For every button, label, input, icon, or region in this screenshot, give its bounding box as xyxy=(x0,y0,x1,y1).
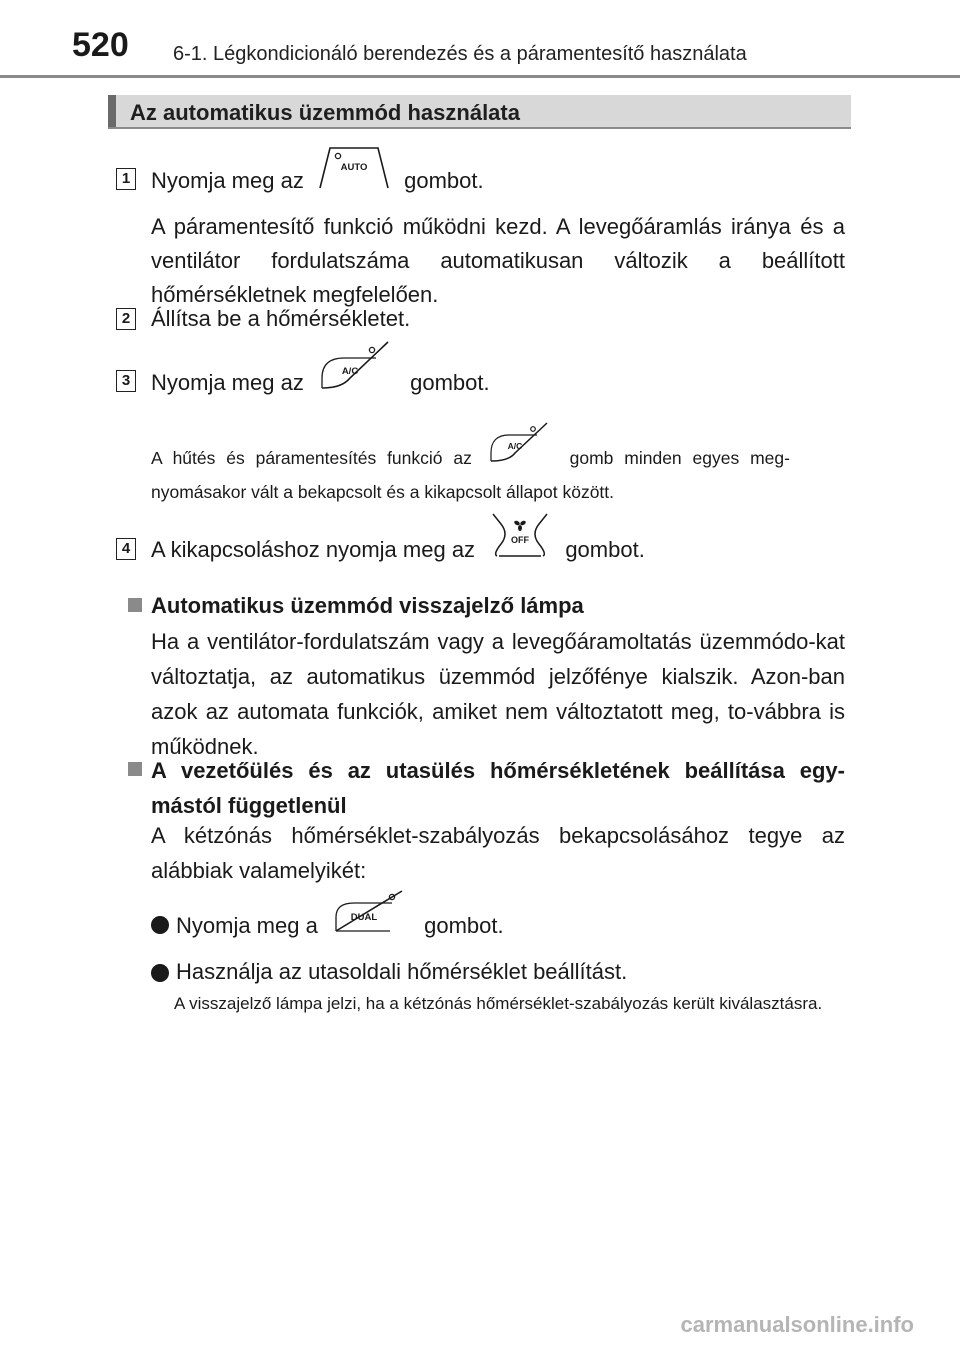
note-1-heading: Automatikus üzemmód visszajelző lámpa xyxy=(151,593,584,618)
step-4-suffix: gombot. xyxy=(565,536,645,562)
ac-button-label: A/C xyxy=(507,440,523,451)
step-1-suffix: gombot. xyxy=(404,167,484,193)
step-number-2: 2 xyxy=(116,308,136,330)
step-3-note-suffix: gomb minden egyes meg- xyxy=(569,448,790,468)
note-1-text: Ha a ventilátor-fordulatszám vagy a levegőáramoltatás üzemmódo-kat változtatja, az automatikus üzemmód jelzőfénye kialszik. Azon-ban azok az automata funkciók, amiket nem változtatott meg, to-vábbra is működnek. xyxy=(151,629,845,759)
step-3-prefix: Nyomja meg az xyxy=(151,369,304,395)
step-number-1: 1 xyxy=(116,168,136,190)
bullet-1-suffix: gombot. xyxy=(424,912,504,938)
note-2-text: A kétzónás hőmérséklet-szabályozás bekapcsolásához tegye az alábbiak valamelyikét: xyxy=(151,823,845,883)
ac-button-label: A/C xyxy=(341,366,359,377)
ac-button-icon xyxy=(316,338,398,400)
step-3-note-line-1 xyxy=(151,442,845,476)
header-divider xyxy=(0,75,960,78)
step-4-line xyxy=(151,536,645,566)
step-3-note-line-2: nyomásakor vált a bekapcsolt és a kikapcsolt állapot között. xyxy=(151,482,615,502)
step-1-prefix: Nyomja meg az xyxy=(151,167,304,193)
off-button-label: OFF xyxy=(511,535,530,545)
round-bullet-icon xyxy=(151,964,169,982)
bullet-1-line xyxy=(176,911,504,943)
step-1-line xyxy=(151,162,484,198)
round-bullet-icon xyxy=(151,916,169,934)
step-number-3: 3 xyxy=(116,370,136,392)
section-banner-accent xyxy=(108,95,116,127)
step-4-prefix: A kikapcsoláshoz nyomja meg az xyxy=(151,536,476,562)
ac-button-icon xyxy=(487,419,555,476)
step-3-line xyxy=(151,368,490,400)
square-bullet-icon xyxy=(128,762,142,776)
watermark: carmanualsonline.info xyxy=(680,1312,914,1337)
chapter-title: 6-1. Légkondicionáló berendezés és a páramentesítő használata xyxy=(173,43,747,65)
section-banner xyxy=(108,95,851,129)
bullet-1-prefix: Nyomja meg a xyxy=(176,912,318,938)
note-2-heading: A vezetőülés és az utasülés hőmérsékletének beállítása egy-mástól függetlenül xyxy=(151,758,845,818)
auto-button-icon xyxy=(316,144,392,198)
auto-button-label: AUTO xyxy=(340,162,368,173)
page-number: 520 xyxy=(72,26,129,64)
square-bullet-icon xyxy=(128,598,142,612)
footnote: A visszajelző lámpa jelzi, ha a kétzónás hőmérséklet-szabályozás került kiválasztásra. xyxy=(174,994,823,1013)
section-title: Az automatikus üzemmód használata xyxy=(130,100,520,125)
step-3-note-prefix: A hűtés és páramentesítés funkció az xyxy=(151,448,472,468)
bullet-2-text: Használja az utasoldali hőmérséklet beállítást. xyxy=(176,959,628,984)
dual-button-label: DUAL xyxy=(350,912,378,923)
step-2-text: Állítsa be a hőmérsékletet. xyxy=(151,306,411,331)
fan-off-button-icon xyxy=(487,510,553,566)
step-3-suffix: gombot. xyxy=(410,369,490,395)
step-number-4: 4 xyxy=(116,538,136,560)
dual-button-icon xyxy=(330,887,412,943)
step-1-description: A páramentesítő funkció működni kezd. A levegőáramlás iránya és a ventilátor fordulatszáma automatikusan változik a beállított hőmérsékletnek megfelelően. xyxy=(151,214,845,307)
